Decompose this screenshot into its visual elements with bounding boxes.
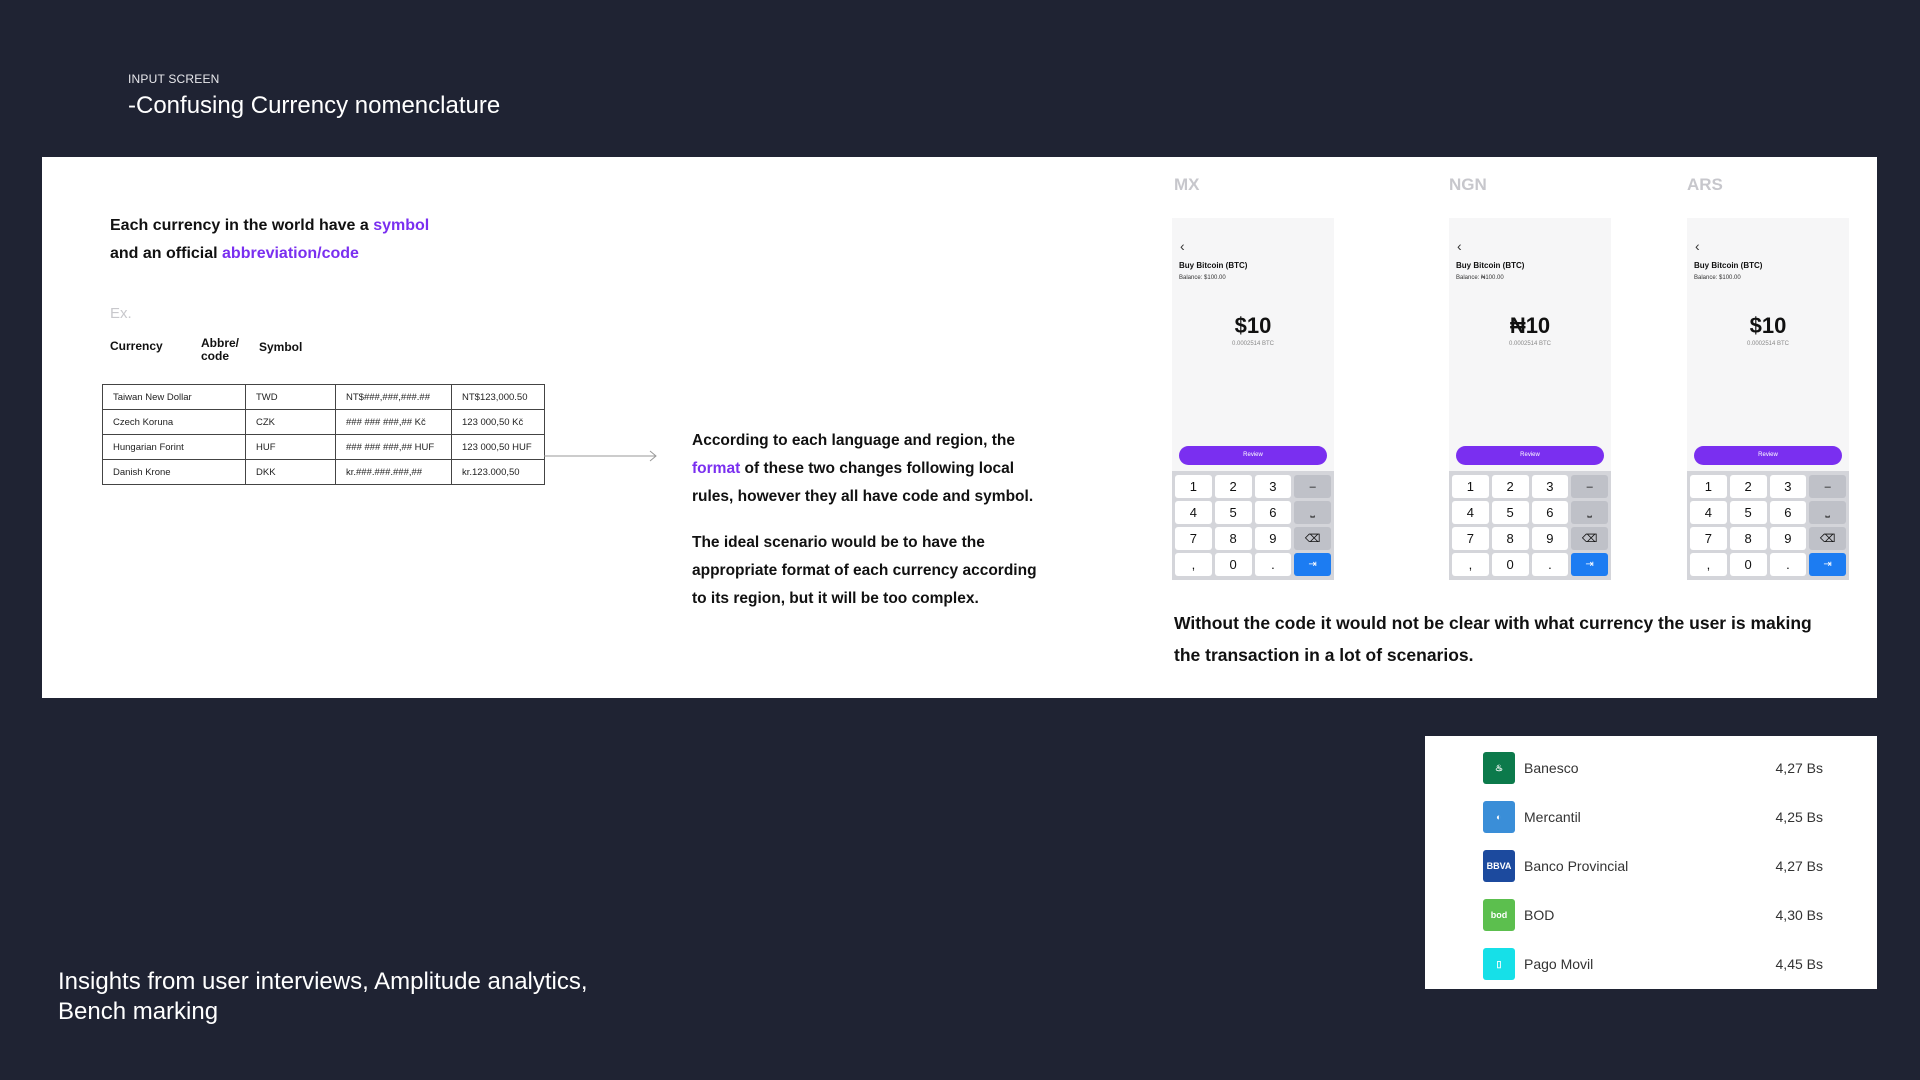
page-title: -Confusing Currency nomenclature (128, 92, 501, 119)
key-4[interactable]: 4 (1452, 501, 1489, 524)
banesco-logo-icon: ♨ (1483, 752, 1515, 784)
key-2[interactable]: 2 (1215, 475, 1252, 498)
key-8[interactable]: 8 (1492, 527, 1529, 550)
key-9[interactable]: 9 (1255, 527, 1292, 550)
btc-equivalent: 0.0002514 BTC (1508, 341, 1552, 347)
next-icon[interactable]: ⇥ (1809, 553, 1846, 576)
bank-name: Banco Provincial (1524, 858, 1629, 874)
backspace-icon[interactable]: ⌫ (1571, 527, 1608, 550)
bank-name: Banesco (1524, 760, 1579, 776)
intro-line1: Each currency in the world have a (110, 217, 374, 234)
key-6[interactable]: 6 (1532, 501, 1569, 524)
phones-caption (1174, 607, 1864, 671)
col-header-abbre-line1: Abbre/ (201, 336, 240, 350)
currency-name: Czech Koruna (103, 410, 246, 435)
backspace-icon[interactable]: ⌫ (1294, 527, 1331, 550)
arrow-right-icon (544, 450, 658, 462)
amount-display: $10 (1234, 313, 1272, 338)
table-row (103, 460, 545, 485)
balance-text: Balance: ₦100.00 (1456, 275, 1504, 281)
key-period[interactable]: . (1255, 553, 1292, 576)
next-icon[interactable]: ⇥ (1571, 553, 1608, 576)
screen-title: Buy Bitcoin (BTC) (1456, 261, 1525, 270)
col-header-symbol: Symbol (259, 340, 303, 354)
bank-rate: 4,27 Bs (1775, 858, 1823, 874)
screen-title: Buy Bitcoin (BTC) (1694, 261, 1763, 270)
currency-format: ### ### ###,## HUF (336, 435, 452, 460)
key-2[interactable]: 2 (1492, 475, 1529, 498)
currency-code: TWD (246, 385, 336, 410)
key-0[interactable]: 0 (1492, 553, 1529, 576)
review-button[interactable]: Review (1456, 446, 1604, 465)
table-row (103, 410, 545, 435)
bank-rate: 4,45 Bs (1775, 956, 1823, 972)
phone-label-ars: ARS (1687, 175, 1723, 194)
code-highlight: abbreviation/code (222, 245, 359, 262)
table-row (103, 385, 545, 410)
numeric-keypad (1449, 471, 1611, 580)
bank-name: BOD (1524, 907, 1555, 923)
key-2[interactable]: 2 (1730, 475, 1767, 498)
key-minus[interactable]: – (1294, 475, 1331, 498)
ideal-paragraph-line1: The ideal scenario would be to have the (692, 534, 985, 551)
currency-sample: 123 000,50 HUF (452, 435, 545, 460)
bank-rate: 4,30 Bs (1775, 907, 1823, 923)
key-space[interactable]: ⎵ (1809, 501, 1846, 524)
format-paragraph (692, 427, 1077, 511)
format-paragraph-line2: of these two changes following local (740, 460, 1015, 477)
numeric-keypad (1687, 471, 1849, 580)
key-3[interactable]: 3 (1255, 475, 1292, 498)
key-8[interactable]: 8 (1215, 527, 1252, 550)
key-comma[interactable]: , (1690, 553, 1727, 576)
amount-display: ₦10 (1509, 313, 1551, 338)
mercantil-logo-icon: ◐ (1483, 801, 1515, 833)
key-minus[interactable]: – (1571, 475, 1608, 498)
phone-mockup-mx (1172, 218, 1334, 580)
key-5[interactable]: 5 (1215, 501, 1252, 524)
phone-label-mx: MX (1174, 175, 1200, 194)
backspace-icon[interactable]: ⌫ (1809, 527, 1846, 550)
currency-sample: 123 000,50 Kč (452, 410, 545, 435)
key-period[interactable]: . (1532, 553, 1569, 576)
key-7[interactable]: 7 (1175, 527, 1212, 550)
footer-insights (58, 967, 588, 1027)
key-0[interactable]: 0 (1730, 553, 1767, 576)
list-item[interactable] (1483, 801, 1823, 833)
currency-name: Hungarian Forint (103, 435, 246, 460)
bank-rate: 4,27 Bs (1775, 760, 1823, 776)
format-highlight: format (692, 460, 741, 477)
key-1[interactable]: 1 (1690, 475, 1727, 498)
key-7[interactable]: 7 (1690, 527, 1727, 550)
key-space[interactable]: ⎵ (1571, 501, 1608, 524)
key-9[interactable]: 9 (1770, 527, 1807, 550)
key-5[interactable]: 5 (1492, 501, 1529, 524)
key-6[interactable]: 6 (1770, 501, 1807, 524)
key-5[interactable]: 5 (1730, 501, 1767, 524)
bank-rate: 4,25 Bs (1775, 809, 1823, 825)
back-chevron-icon[interactable]: ‹ (1457, 238, 1462, 254)
col-header-abbre (201, 337, 239, 363)
btc-equivalent: 0.0002514 BTC (1231, 341, 1275, 347)
eyebrow-label: INPUT SCREEN (128, 72, 220, 86)
col-header-abbre-line2: code (201, 349, 230, 363)
currency-sample: NT$123,000.50 (452, 385, 545, 410)
caption-line1: Without the code it would not be clear with what currency the user is making (1174, 613, 1812, 633)
footer-line1: Insights from user interviews, Amplitude analytics, (58, 968, 588, 995)
phone-label-ngn: NGN (1449, 175, 1487, 194)
col-header-currency: Currency (110, 339, 163, 353)
balance-text: Balance: $100.00 (1694, 275, 1741, 281)
key-4[interactable]: 4 (1175, 501, 1212, 524)
bod-logo-icon: bod (1483, 899, 1515, 931)
currency-code: HUF (246, 435, 336, 460)
currency-name: Danish Krone (103, 460, 246, 485)
currency-table (102, 384, 545, 485)
list-item[interactable] (1483, 752, 1823, 784)
review-button[interactable]: Review (1694, 446, 1842, 465)
bank-rates-list (1425, 736, 1877, 989)
caption-line2: the transaction in a lot of scenarios. (1174, 645, 1474, 665)
list-item[interactable] (1483, 948, 1823, 980)
back-chevron-icon[interactable]: ‹ (1695, 238, 1700, 254)
key-minus[interactable]: – (1809, 475, 1846, 498)
balance-text: Balance: $100.00 (1179, 275, 1226, 281)
intro-line2: and an official (110, 245, 223, 262)
key-7[interactable]: 7 (1452, 527, 1489, 550)
currency-code: DKK (246, 460, 336, 485)
phone-mockup-ngn (1449, 218, 1611, 580)
key-3[interactable]: 3 (1532, 475, 1569, 498)
ideal-paragraph-line3: to its region, but it will be too complex. (692, 590, 979, 607)
key-6[interactable]: 6 (1255, 501, 1292, 524)
format-paragraph-line3: rules, however they all have code and symbol. (692, 488, 1034, 505)
key-period[interactable]: . (1770, 553, 1807, 576)
phone-mockup-ars (1687, 218, 1849, 580)
table-row (103, 435, 545, 460)
mobile-phone-icon: ▯ (1483, 948, 1515, 980)
list-item[interactable] (1483, 899, 1823, 931)
key-1[interactable]: 1 (1452, 475, 1489, 498)
review-button[interactable]: Review (1179, 446, 1327, 465)
currency-sample: kr.123.000,50 (452, 460, 545, 485)
key-0[interactable]: 0 (1215, 553, 1252, 576)
currency-format: NT$###,###,###.## (336, 385, 452, 410)
key-9[interactable]: 9 (1532, 527, 1569, 550)
currency-format: ### ### ###,## Kč (336, 410, 452, 435)
key-8[interactable]: 8 (1730, 527, 1767, 550)
btc-equivalent: 0.0002514 BTC (1746, 341, 1790, 347)
bank-name: Mercantil (1524, 809, 1581, 825)
key-3[interactable]: 3 (1770, 475, 1807, 498)
content-panel (42, 157, 1877, 698)
footer-line2: Bench marking (58, 998, 219, 1025)
currency-name: Taiwan New Dollar (103, 385, 246, 410)
format-paragraph-line1: According to each language and region, the (692, 432, 1015, 449)
key-comma[interactable]: , (1452, 553, 1489, 576)
bbva-logo-icon: BBVA (1483, 850, 1515, 882)
key-space[interactable]: ⎵ (1294, 501, 1331, 524)
list-item[interactable] (1483, 850, 1823, 882)
ideal-paragraph-line2: appropriate format of each currency according (692, 562, 1037, 579)
bank-name: Pago Movil (1524, 956, 1594, 972)
intro-text (110, 212, 429, 268)
currency-format: kr.###.###.###,## (336, 460, 452, 485)
ideal-scenario-paragraph (692, 529, 1077, 613)
currency-code: CZK (246, 410, 336, 435)
key-4[interactable]: 4 (1690, 501, 1727, 524)
numeric-keypad (1172, 471, 1334, 580)
next-icon[interactable]: ⇥ (1294, 553, 1331, 576)
amount-display: $10 (1749, 313, 1787, 338)
symbol-highlight: symbol (373, 217, 430, 234)
screen-title: Buy Bitcoin (BTC) (1179, 261, 1248, 270)
example-label: Ex. (110, 305, 132, 322)
back-chevron-icon[interactable]: ‹ (1180, 238, 1185, 254)
key-comma[interactable]: , (1175, 553, 1212, 576)
key-1[interactable]: 1 (1175, 475, 1212, 498)
